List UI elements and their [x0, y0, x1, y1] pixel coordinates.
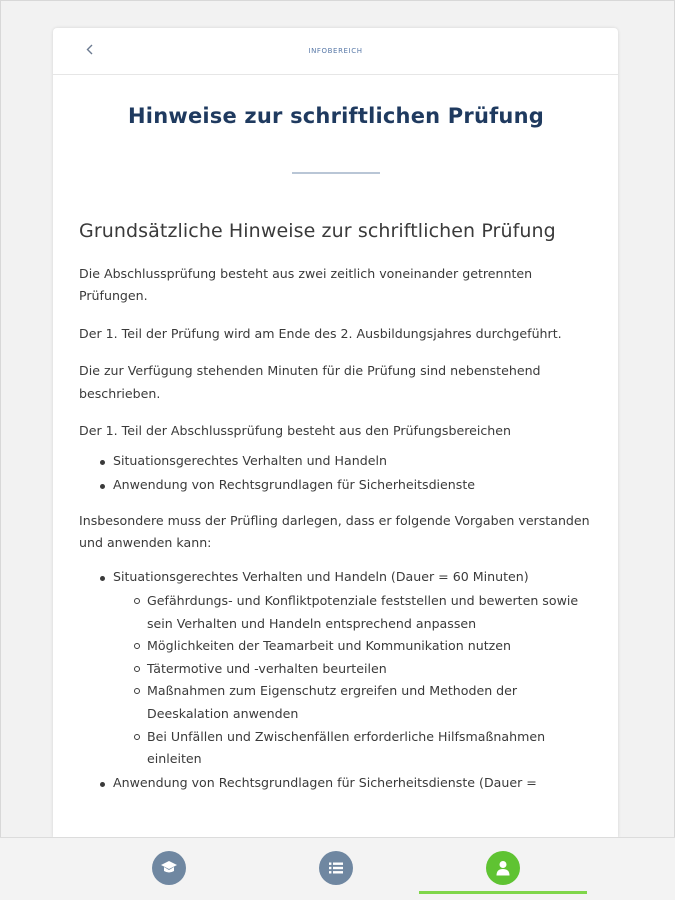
sub-list-item: Bei Unfällen und Zwischenfällen erforderliche Hilfsmaßnahmen einleiten	[134, 726, 593, 771]
sub-list	[113, 590, 593, 771]
list-item: Situationsgerechtes Verhalten und Handeln	[100, 449, 593, 474]
list-item	[100, 771, 593, 796]
nav-tab-profile[interactable]	[419, 838, 587, 900]
list-item	[100, 565, 593, 771]
list-icon	[319, 851, 353, 885]
section-heading: Grundsätzliche Hinweise zur schriftlichen Prüfung	[79, 219, 556, 242]
article	[53, 104, 618, 795]
exam-areas-list	[79, 449, 593, 498]
top-bar	[53, 28, 618, 75]
nav-tab-list[interactable]	[252, 838, 420, 900]
requirements-list	[79, 565, 593, 796]
active-tab-indicator	[419, 891, 587, 894]
header-title: INFOBEREICH	[308, 47, 363, 55]
nav-tab-learning[interactable]	[85, 838, 253, 900]
content-card	[53, 28, 618, 838]
user-icon	[486, 851, 520, 885]
bottom-navigation	[0, 837, 675, 900]
sub-list-item: Tätermotive und -verhalten beurteilen	[134, 658, 593, 681]
sub-list-item: Möglichkeiten der Teamarbeit und Kommunikation nutzen	[134, 635, 593, 658]
list-item-label: Anwendung von Rechtsgrundlagen für Sicherheitsdienste (Dauer =	[113, 774, 537, 790]
page-title: Hinweise zur schriftlichen Prüfung	[128, 104, 544, 128]
list-item: Anwendung von Rechtsgrundlagen für Sicherheitsdienste	[100, 473, 593, 498]
paragraph: Die zur Verfügung stehenden Minuten für die Prüfung sind nebenstehend beschrieben.	[79, 363, 541, 401]
title-divider	[292, 172, 380, 174]
sub-list-item: Gefährdungs- und Konfliktpotenziale feststellen und bewerten sowie sein Verhalten und Handeln entsprechend anpassen	[134, 590, 593, 635]
sub-list-item: Maßnahmen zum Eigenschutz ergreifen und Methoden der Deeskalation anwenden	[134, 680, 593, 725]
paragraph: Insbesondere muss der Prüfling darlegen, dass er folgende Vorgaben verstanden und anwenden kann:	[79, 512, 590, 550]
paragraph: Der 1. Teil der Prüfung wird am Ende des 2. Ausbildungsjahres durchgeführt.	[79, 325, 562, 341]
chevron-left-icon[interactable]	[86, 44, 93, 55]
list-item-label: Situationsgerechtes Verhalten und Handeln (Dauer = 60 Minuten)	[113, 568, 529, 584]
graduation-cap-icon	[152, 851, 186, 885]
paragraph: Die Abschlussprüfung besteht aus zwei zeitlich voneinander getrennten Prüfungen.	[79, 265, 533, 303]
paragraph: Der 1. Teil der Abschlussprüfung besteht aus den Prüfungsbereichen	[79, 423, 512, 438]
